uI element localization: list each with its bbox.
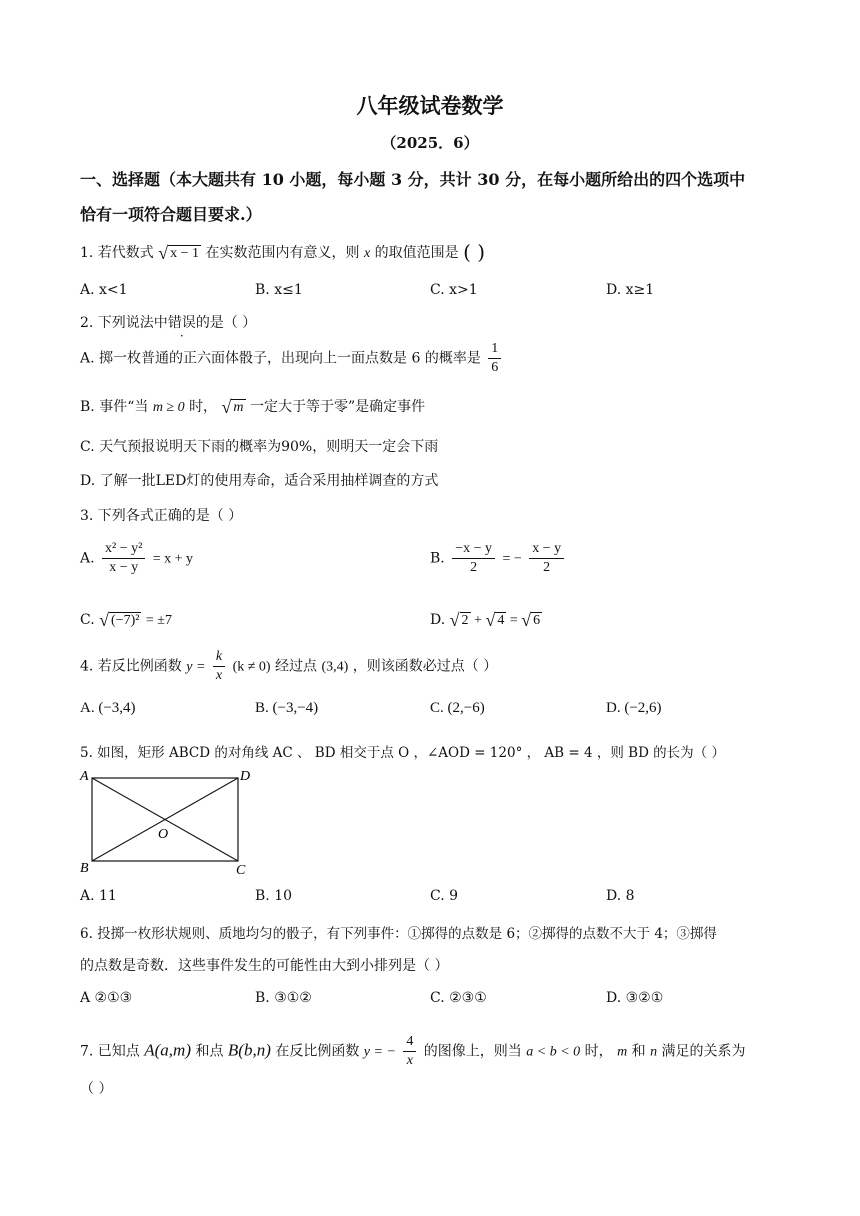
label-o: O <box>158 827 169 842</box>
q3-d-radicand-b: 4 <box>497 613 505 628</box>
q3-option-a <box>80 540 193 577</box>
exam-date: （2025．6） <box>381 134 479 152</box>
q4-option-a: A. (−3,4) <box>80 700 136 716</box>
q7-condition: a < b < 0 <box>526 1044 581 1060</box>
q3-d-expression: √ 2 + √ 4 = √ 6 <box>449 610 541 630</box>
q1-variable: x <box>363 246 371 261</box>
question-6-line1: 6. 投掷一枚形状规则、质地均匀的骰子，有下列事件：①掷得的点数是 6；②掷得的点数不大于 4；③掷得 <box>80 926 717 942</box>
question-3-stem: 3. 下列各式正确的是（ ） <box>80 508 243 524</box>
q1-post-text: 的取值范围是 <box>374 245 459 261</box>
q3-option-b <box>430 540 567 577</box>
q7-answer-paren: （ ） <box>80 1081 113 1097</box>
q2-option-d: D. 了解一批LED灯的使用寿命，适合采用抽样调查的方式 <box>80 473 439 489</box>
q1-option-d: D. x≥1 <box>606 282 655 298</box>
q2-a-numerator: 1 <box>488 340 501 359</box>
q7-he: 和 <box>631 1043 646 1060</box>
label-d: D <box>240 769 251 784</box>
q2-b-radical: √ m <box>221 397 244 417</box>
q3-a-fraction <box>102 540 145 577</box>
label-b: B <box>80 861 89 876</box>
q1-pre-text: 1. 若代数式 <box>80 245 154 261</box>
q2-stem-a: 2. 下列说法中 <box>80 315 168 331</box>
q7-denominator: x <box>406 1053 413 1068</box>
q5-option-a: A. 11 <box>80 888 117 904</box>
q2-b-radicand: m <box>233 400 244 415</box>
question-6-line2: 的点数是奇数．这些事件发生的可能性由大到小排列是（ ） <box>80 958 449 974</box>
q6-option-d: D. ③②① <box>606 990 664 1006</box>
q6-option-c: C. ②③① <box>430 990 487 1006</box>
q4-y-eq: y = <box>186 659 206 675</box>
q5-option-b: B. 10 <box>255 888 293 904</box>
question-4-stem <box>80 648 497 685</box>
q3-a-numerator: x² − y² <box>102 540 145 559</box>
q4-mid: 经过点 <box>275 658 318 675</box>
q7-and: 和点 <box>195 1043 224 1060</box>
q1-radical: √ x − 1 <box>158 243 200 263</box>
q2-b-mid: 时， <box>189 399 218 415</box>
q7-numerator: 4 <box>403 1033 416 1052</box>
q3-c-radicand: (−7)² <box>111 613 140 628</box>
q3-d-radicand-c: 6 <box>533 613 541 628</box>
q2-b-condition: m ≥ 0 <box>152 400 185 415</box>
q2-option-c: C. 天气预报说明天下雨的概率为90%，则明天一定会下雨 <box>80 439 439 455</box>
q4-option-d: D. (−2,6) <box>606 700 662 716</box>
q4-point: (3,4) <box>321 659 349 675</box>
q7-post: 满足的关系为 <box>661 1043 746 1060</box>
q5-option-d: D. 8 <box>606 888 635 904</box>
q3-c-label: C. <box>80 612 95 628</box>
q2-option-a <box>80 340 504 377</box>
label-c: C <box>236 863 246 878</box>
q1-option-b: B. x≤1 <box>255 282 303 298</box>
q6-option-b: B. ③①② <box>255 990 312 1006</box>
q2-stem-emphasis: 错误 <box>167 315 196 331</box>
q4-fraction <box>213 648 225 685</box>
q5-option-c: C. 9 <box>430 888 459 904</box>
q3-a-rhs: = x + y <box>152 551 194 567</box>
q7-y-eq: y = − <box>363 1044 396 1060</box>
label-a: A <box>80 769 89 784</box>
q3-c-radical: √ (−7)² <box>99 610 140 630</box>
q3-b-denominator-2: 2 <box>543 560 551 575</box>
q7-mid: 在反比例函数 <box>275 1043 360 1060</box>
q4-pre: 4. 若反比例函数 <box>80 658 182 675</box>
q4-option-c: C. (2,−6) <box>430 700 485 716</box>
q1-answer-paren: ( ) <box>463 240 486 264</box>
q4-condition: (k ≠ 0) <box>232 659 271 675</box>
q4-numerator: k <box>213 648 225 667</box>
q7-var-n: n <box>650 1044 658 1060</box>
q3-option-d <box>430 610 542 631</box>
q7-var-m: m <box>617 1044 628 1060</box>
q1-mid-text: 在实数范围内有意义，则 <box>205 245 360 261</box>
page-title: 八年级试卷数学 <box>356 93 504 118</box>
q3-b-numerator-1: −x − y <box>452 540 495 559</box>
q2-option-b <box>80 396 425 418</box>
q2-stem-c: 的是（ ） <box>195 315 257 331</box>
q2-option-a-text: A. 掷一枚普通的正六面体骰子，出现向上一面点数是 6 的概率是 <box>80 350 481 367</box>
q1-option-c: C. x>1 <box>430 282 478 298</box>
rectangle-figure <box>76 766 256 878</box>
question-5-stem: 5. 如图，矩形 ABCD 的对角线 AC 、 BD 相交于点 O ，∠AOD = 120° ， AB = 4 ，则 BD 的长为（ ） <box>80 745 725 761</box>
question-7-stem <box>80 1033 746 1070</box>
q4-option-b: B. (−3,−4) <box>255 700 319 716</box>
q7-point-b: B(b,n) <box>227 1040 271 1060</box>
q2-b-post: 一定大于等于零”是确定事件 <box>249 399 426 415</box>
section-heading-line2: 恰有一项符合题目要求.） <box>80 205 262 224</box>
q2-a-denominator: 6 <box>491 360 499 375</box>
q6-option-a: A ②①③ <box>80 990 133 1006</box>
q3-b-label: B. <box>430 550 445 567</box>
q3-b-fraction-2 <box>529 540 564 577</box>
q7-fraction <box>403 1033 416 1070</box>
q2-b-pre: B. 事件“当 <box>80 399 149 415</box>
q3-a-denominator: x − y <box>109 560 139 575</box>
q3-d-radicand-a: 2 <box>461 613 469 628</box>
q7-point-a: A(a,m) <box>144 1040 191 1060</box>
q4-denominator: x <box>215 668 223 683</box>
q2-option-a-fraction <box>488 340 501 377</box>
question-2-stem <box>80 312 256 332</box>
q3-a-label: A. <box>80 550 95 567</box>
q7-mid3: 时， <box>584 1043 613 1060</box>
q3-c-rhs: = ±7 <box>145 613 172 628</box>
section-heading-line1: 一、选择题（本大题共有 10 小题，每小题 3 分，共计 30 分，在每小题所给出的四个选项中 <box>80 170 746 189</box>
q4-post: ，则该函数必过点（ ） <box>352 658 498 675</box>
question-1-stem <box>80 240 485 264</box>
q3-b-equals: = − <box>502 551 522 567</box>
q7-mid2: 的图像上，则当 <box>423 1043 522 1060</box>
q3-b-denominator-1: 2 <box>470 560 478 575</box>
q1-option-a: A. x<1 <box>80 282 128 298</box>
q3-b-fraction-1 <box>452 540 495 577</box>
q1-radicand: x − 1 <box>170 246 200 261</box>
q3-b-numerator-2: x − y <box>529 540 564 559</box>
q7-pre: 7. 已知点 <box>80 1043 140 1060</box>
q3-option-c <box>80 610 172 631</box>
q3-d-label: D. <box>430 612 446 628</box>
